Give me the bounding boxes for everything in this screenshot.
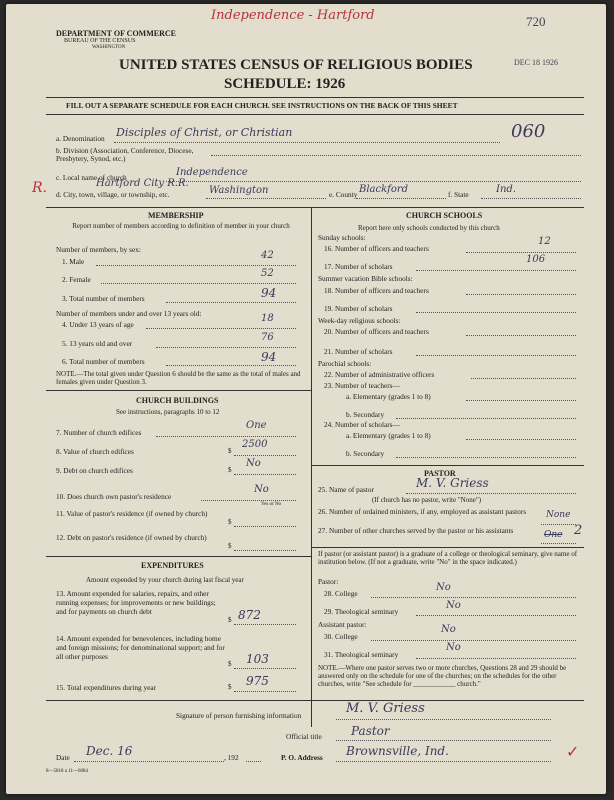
q30-value: No xyxy=(441,624,456,635)
q29-value: No xyxy=(446,600,461,611)
q31-label: 31. Theological seminary xyxy=(324,650,399,659)
summer-label: Summer vacation Bible schools: xyxy=(318,274,413,283)
county-label: e. County xyxy=(329,190,358,199)
q29-label: 29. Theological seminary xyxy=(324,607,399,616)
assistant-sub-label: Assistant pastor: xyxy=(318,620,367,629)
membership-title: MEMBERSHIP xyxy=(148,211,204,220)
instructions-bar: FILL OUT A SEPARATE SCHEDULE FOR EACH CHURCH. SEE INSTRUCTIONS ON THE BACK OF THIS SHEET xyxy=(66,101,458,110)
q28-label: 28. College xyxy=(324,589,358,598)
q18-label: 18. Number of officers and teachers xyxy=(324,286,429,295)
form-title: UNITED STATES CENSUS OF RELIGIOUS BODIES xyxy=(119,57,473,73)
q5-value: 76 xyxy=(261,332,274,343)
q14-label: 14. Amount expended for benevolences, including home and foreign missions; for denominational support; and for all other purposes xyxy=(56,634,225,661)
q25-label: 25. Name of pastor xyxy=(318,485,374,494)
handwritten-location-note: Independence - Hartford xyxy=(211,8,375,23)
q31-value: No xyxy=(446,642,461,653)
q15-value: 975 xyxy=(246,674,269,688)
q10-value: No xyxy=(254,484,269,495)
q2-value: 52 xyxy=(261,268,274,279)
census-schedule-sheet: Independence - Hartford 720 DEPARTMENT OF COMMERCE BUREAU OF THE CENSUS WASHINGTON UNITED STATES CENSUS OF RELIGIOUS BODIES DEC 18 1926 SCHEDULE: 1926 FILL OUT A SEPARATE SCHEDULE FOR EACH CHURCH. SEE INSTRUCTIONS ON THE BACK OF THIS SHEET a. Denomination Disciples of Christ, or Christian 060 b. Division (Association, Conference, Diocese, Presbytery, Synod, etc.) c. Local name of church Independence R. d. City, town, village, or township, etc. Hartford City R.R. Washington e. County Blackford f. State Ind. MEMBERSHIP Report number of members according to definition of member in your church Number of members, by sex: 1. Male 42 2. Female 52 3. Total number of members 94 Number of members under and over 13 years old: 4. Under 13 years of age 18 5. 13 years old and over 76 6. Total number of members 94 NOTE.—The total given under Question 6 should be the same as the total of males and females given under Question 3. CHURCH BUILDINGS See instructions, paragraphs 10 to 12 7. Number of church edifices One 8. Value of church edifices $ 2500 9. Debt on church edifices $ No 10. Does church own pastor's residence No Yes or No 11. Value of pastor's residence (if owned by church) $ 12. Debt on pastor's residence (if owned by church) $ EXPENDITURES Amount expended by your church during last fiscal year 13. Amount expended for salaries, repairs, and other running expenses; for improvements or new buildings; and for payments on church debt $ 872 14. Amount expended for benevolences, including home and foreign missions; for denominational support; and for all other purposes $ 103 15. Total expenditures during year $ 975 CHURCH SCHOOLS Report here only schools conducted by this church Sunday schools: 16. Number of officers and teachers 12 17. Number of scholars 106 Summer vacation Bible schools: 18. Number of officers and teachers 19. Number of scholars Week-day religious schools: 20. Number of officers and teachers 21. Number of scholars Parochial schools: 22. Number of administrative officers 23. Number of teachers— a. Elementary (grades 1 to 8) b. Secondary 24. Number of scholars— a. Elementary (grades 1 to 8) b. Secondary PASTOR 25. Name of pastor M. V. Griess (If church has no pastor, write "None") 26. Number of ordained ministers, if any, employed as assistant pastors None 27. Number of other churches served by the pastor or his assistants One 2 If pastor (or assistant pastor) is a graduate of a college or theological seminary, give name of institution below. (If not a graduate, write "No" in the space indicated.) Pastor: 28. College No 29. Theological seminary No Assistant pastor: 30. College No 31. Theological seminary No NOTE.—Where one pastor serves two or more churches, Questions 28 and 29 should be answered only on the schedule for one of the churches; on the schedules for the other churches, write "See schedule for ____________ church." Signature of person furnishing information M. V. Griess Official title Pastor Date Dec. 16 , 192 P. O. Address Brownsville, Ind. ✓ 8—5818 a 11—6084 xyxy=(6,4,606,794)
q23a-label: a. Elementary (grades 1 to 8) xyxy=(346,392,431,401)
members-by-sex-label: Number of members, by sex: xyxy=(56,245,141,254)
membership-intro: Report number of members according to definition of member in your church xyxy=(72,222,290,230)
sunday-label: Sunday schools: xyxy=(318,233,366,242)
q26-value: None xyxy=(546,510,571,520)
q17-value: 106 xyxy=(526,254,546,265)
q7-value: One xyxy=(246,420,267,431)
local-name-value: Independence xyxy=(176,167,248,178)
official-title-value: Pastor xyxy=(351,724,390,738)
pastor-sub-label: Pastor: xyxy=(318,577,339,586)
q7-label: 7. Number of church edifices xyxy=(56,428,142,437)
expenditures-intro: Amount expended by your church during last fiscal year xyxy=(86,576,244,584)
state-label: f. State xyxy=(448,190,469,199)
q28-value: No xyxy=(436,582,451,593)
q22-label: 22. Number of administrative officers xyxy=(324,370,435,379)
q23b-label: b. Secondary xyxy=(346,410,385,419)
q4-value: 18 xyxy=(261,313,274,324)
q27-label: 27. Number of other churches served by the pastor or his assistants xyxy=(318,526,514,535)
q25-value: M. V. Griess xyxy=(416,476,489,490)
q16-label: 16. Number of officers and teachers xyxy=(324,244,429,253)
sheet-number: 720 xyxy=(526,14,546,29)
q3-label: 3. Total number of members xyxy=(62,294,145,303)
q24b-label: b. Secondary xyxy=(346,449,385,458)
q15-label: 15. Total expenditures during year xyxy=(56,683,157,692)
denomination-value: Disciples of Christ, or Christian xyxy=(116,126,293,139)
q4-label: 4. Under 13 years of age xyxy=(62,320,134,329)
signature-label: Signature of person furnishing information xyxy=(176,711,302,720)
graduate-note: If pastor (or assistant pastor) is a graduate of a college or theological seminary, give name of institution below. (If not a graduate, write "No" in the space indicated.) xyxy=(318,550,578,566)
q10-label: 10. Does church own pastor's residence xyxy=(56,492,172,501)
q8-label: 8. Value of church edifices xyxy=(56,447,134,456)
red-check-icon: ✓ xyxy=(566,744,580,761)
yes-no-hint: Yes or No xyxy=(261,502,282,507)
q8-value: 2500 xyxy=(242,439,268,450)
city-red-correction: Hartford City R.R. xyxy=(96,178,189,189)
pastor-title: PASTOR xyxy=(424,469,456,478)
po-address-label: P. O. Address xyxy=(281,753,323,762)
q16-value: 12 xyxy=(538,236,551,247)
division-label: b. Division (Association, Conference, Diocese, Presbytery, Synod, etc.) xyxy=(56,146,194,163)
q2-label: 2. Female xyxy=(62,275,91,284)
department-label: DEPARTMENT OF COMMERCE xyxy=(56,29,177,38)
buildings-title: CHURCH BUILDINGS xyxy=(136,396,219,405)
form-code: 8—5818 a 11—6084 xyxy=(46,769,89,774)
city-value: Washington xyxy=(209,185,269,196)
q6-label: 6. Total number of members xyxy=(62,357,145,366)
q13-value: 872 xyxy=(238,608,261,622)
q5-label: 5. 13 years old and over xyxy=(62,339,133,348)
q21-label: 21. Number of scholars xyxy=(324,347,393,356)
date-label: Date xyxy=(56,753,70,762)
city-label-field: d. City, town, village, or township, etc. xyxy=(56,190,170,199)
q26-label: 26. Number of ordained ministers, if any, employed as assistant pastors xyxy=(318,507,527,516)
q17-label: 17. Number of scholars xyxy=(324,262,393,271)
county-value: Blackford xyxy=(359,184,409,195)
q25-note: (If church has no pastor, write "None") xyxy=(372,496,482,504)
q13-label: 13. Amount expended for salaries, repairs, and other running expenses; for improvements or new buildings; and for payments on church debt xyxy=(56,589,216,616)
q24-label: 24. Number of scholars— xyxy=(324,420,400,429)
q27-red-correction: 2 xyxy=(574,523,583,538)
parochial-label: Parochial schools: xyxy=(318,359,372,368)
date-stamp: DEC 18 1926 xyxy=(514,58,558,67)
denomination-label: a. Denomination xyxy=(56,134,105,143)
q24a-label: a. Elementary (grades 1 to 8) xyxy=(346,431,431,440)
expenditures-title: EXPENDITURES xyxy=(141,561,204,570)
q19-label: 19. Number of scholars xyxy=(324,304,393,313)
date-year: , 192 xyxy=(224,753,239,762)
date-value: Dec. 16 xyxy=(86,744,133,758)
q27-value: One xyxy=(544,530,563,540)
buildings-intro: See instructions, paragraphs 10 to 12 xyxy=(116,408,220,416)
q12-label: 12. Debt on pastor's residence (if owned by church) xyxy=(56,533,207,542)
city-label: WASHINGTON xyxy=(92,45,126,50)
q30-label: 30. College xyxy=(324,632,358,641)
bureau-label: BUREAU OF THE CENSUS xyxy=(64,38,136,44)
schedule-title: SCHEDULE: 1926 xyxy=(224,76,346,92)
q20-label: 20. Number of officers and teachers xyxy=(324,327,429,336)
membership-note: NOTE.—The total given under Question 6 should be the same as the total of males and females given under Question 3. xyxy=(56,370,301,386)
q9-value: No xyxy=(246,458,261,469)
official-title-label: Official title xyxy=(286,732,322,741)
signature-value: M. V. Griess xyxy=(346,701,425,716)
state-value: Ind. xyxy=(496,184,516,195)
q3-value: 94 xyxy=(261,286,277,300)
weekday-label: Week-day religious schools: xyxy=(318,316,401,325)
po-address-value: Brownsville, Ind. xyxy=(346,744,449,758)
denomination-code: 060 xyxy=(511,121,546,142)
age-intro-label: Number of members under and over 13 years old: xyxy=(56,309,202,318)
q14-value: 103 xyxy=(246,652,269,666)
local-name-label: c. Local name of church xyxy=(56,173,127,182)
q1-label: 1. Male xyxy=(62,257,85,266)
q23-label: 23. Number of teachers— xyxy=(324,381,400,390)
schools-intro: Report here only schools conducted by this church xyxy=(358,224,500,232)
q9-label: 9. Debt on church edifices xyxy=(56,466,133,475)
red-prefix-mark: R. xyxy=(32,180,47,196)
pastor-note: NOTE.—Where one pastor serves two or more churches, Questions 28 and 29 should be answered only on the schedule for one of the churches; on the schedules for the other churches, write "See schedule for ____________ church." xyxy=(318,664,567,688)
q6-value: 94 xyxy=(261,350,277,364)
q11-label: 11. Value of pastor's residence (if owned by church) xyxy=(56,509,208,518)
schools-title: CHURCH SCHOOLS xyxy=(406,211,483,220)
q1-value: 42 xyxy=(261,250,274,261)
